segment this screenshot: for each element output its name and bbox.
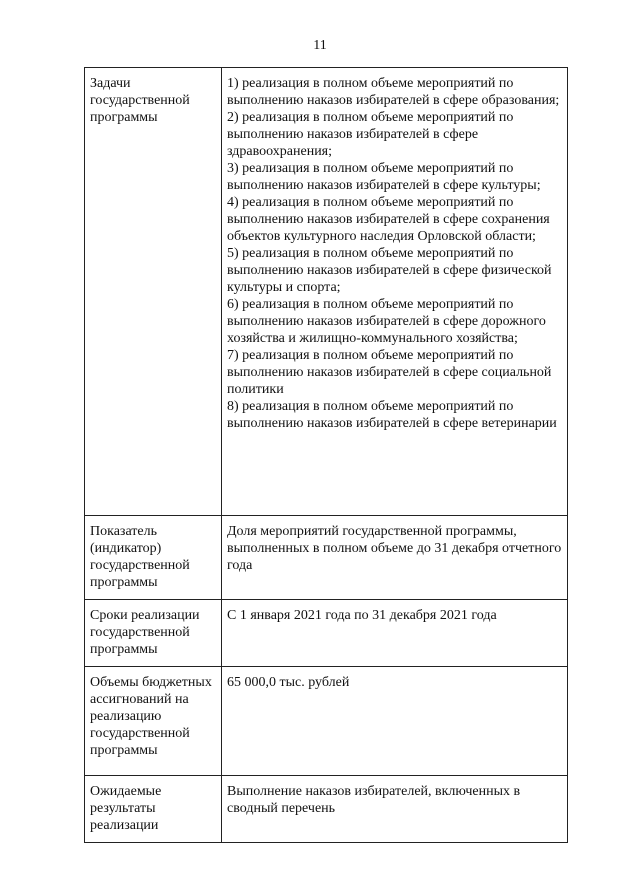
task-item-7: 7) реализация в полном объеме мероприятий по выполнению наказов избирателей в сфере социальной политики: [227, 348, 552, 397]
indicator-label: Показатель (индикатор) государственной программы: [85, 516, 222, 600]
results-value: Выполнение наказов избирателей, включенных в сводный перечень: [222, 776, 568, 843]
table-row-tasks: [85, 68, 568, 516]
table-row-results: [85, 776, 568, 843]
task-item-3: 3) реализация в полном объеме мероприятий по выполнению наказов избирателей в сфере культуры;: [227, 161, 541, 193]
page-number: 11: [313, 38, 327, 53]
period-value: С 1 января 2021 года по 31 декабря 2021 года: [222, 600, 568, 667]
table-row-budget: [85, 667, 568, 776]
tasks-label: Задачи государственной программы: [85, 68, 222, 516]
period-label: Сроки реализации государственной программы: [85, 600, 222, 667]
budget-label: Объемы бюджетных ассигнований на реализацию государственной программы: [85, 667, 222, 776]
task-item-2: 2) реализация в полном объеме мероприятий по выполнению наказов избирателей в сфере здравоохранения;: [227, 110, 514, 159]
task-item-6: 6) реализация в полном объеме мероприятий по выполнению наказов избирателей в сфере дорожного хозяйства и жилищно-коммунального хозяйства;: [227, 297, 546, 346]
task-item-4: 4) реализация в полном объеме мероприятий по выполнению наказов избирателей в сфере сохранения объектов культурного наследия Орловской области;: [227, 195, 550, 244]
table-row-period: [85, 600, 568, 667]
tasks-list: [222, 68, 568, 516]
budget-value: 65 000,0 тыс. рублей: [222, 667, 568, 776]
indicator-value: Доля мероприятий государственной программы, выполненных в полном объеме до 31 декабря отчетного года: [222, 516, 568, 600]
task-item-5: 5) реализация в полном объеме мероприятий по выполнению наказов избирателей в сфере физической культуры и спорта;: [227, 246, 552, 295]
program-passport-table: [84, 67, 568, 843]
results-label: Ожидаемые результаты реализации: [85, 776, 222, 843]
task-item-8: 8) реализация в полном объеме мероприятий по выполнению наказов избирателей в сфере ветеринарии: [227, 399, 557, 431]
table-row-indicator: [85, 516, 568, 600]
task-item-1: 1) реализация в полном объеме мероприятий по выполнению наказов избирателей в сфере образования;: [227, 76, 560, 108]
